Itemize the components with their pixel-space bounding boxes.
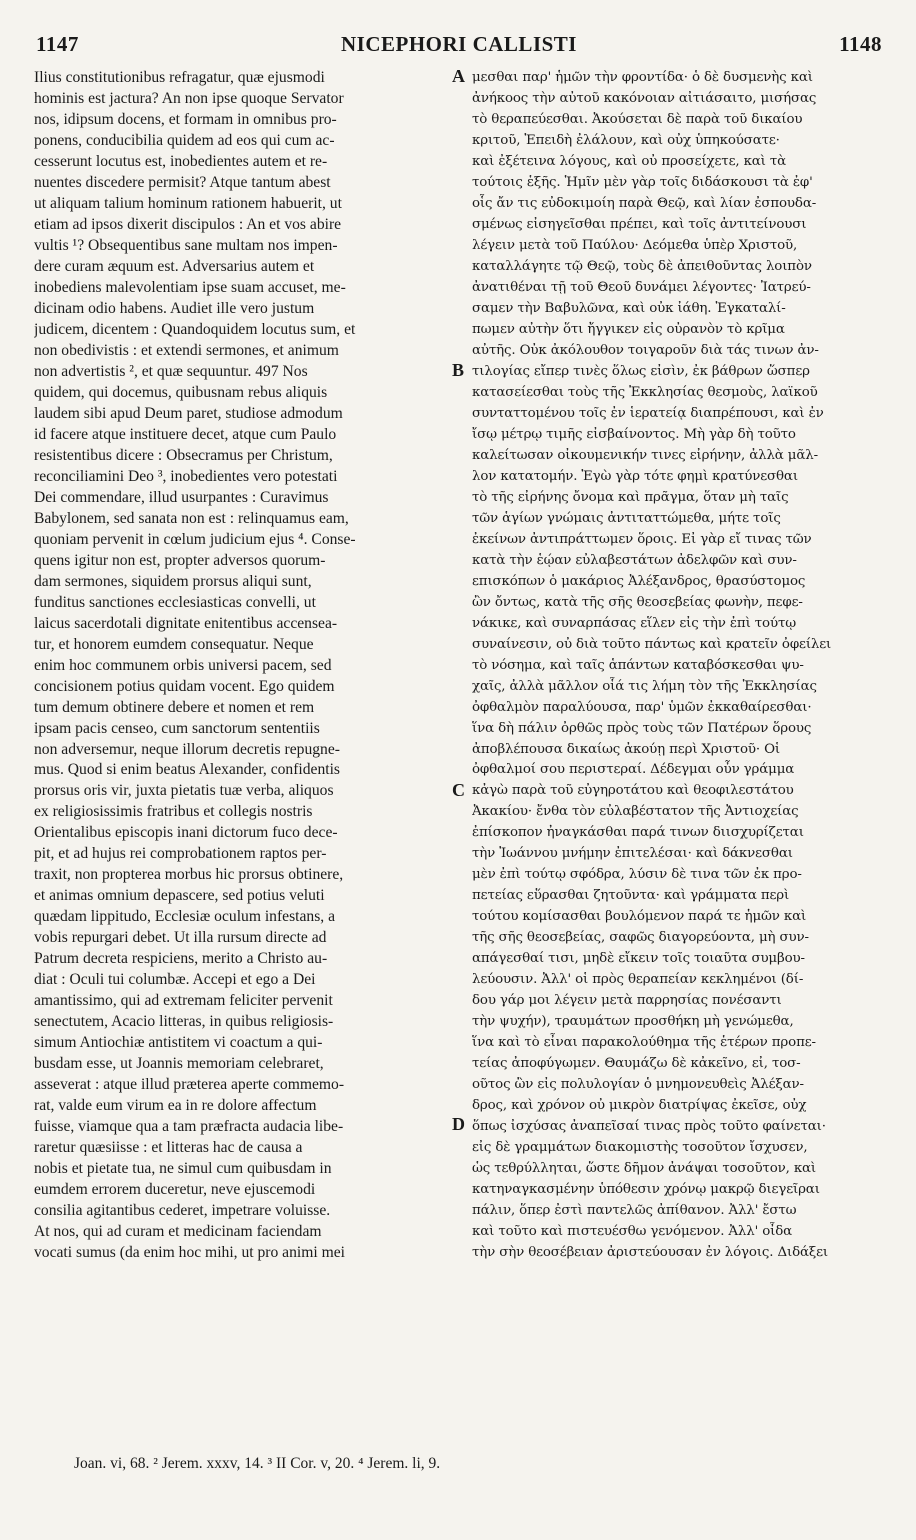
latin-text-line: concisionem potius quidam vocent. Ego quidem: [34, 677, 335, 695]
greek-text-line: πωμεν αὐτὴν ὅτι ἤγγικεν εἰς οὐρανὸν τὸ κρῖμα: [472, 321, 785, 337]
latin-text-line: asseverat : atque illud præterea aperte commemo-: [34, 1076, 345, 1094]
greek-text-line: ὅπως ἰσχύσας ἀναπεῖσαί τινας πρὸς τοῦτο φαίνεται·: [472, 1119, 826, 1135]
greek-text-line: ἵνα καὶ τὸ εἶναι παρακολούθημα τῆς ἑτέρων προπε-: [472, 1035, 816, 1051]
latin-text-line: dam sermones, siquidem prorsus aliqui sunt,: [34, 572, 312, 590]
latin-text-line: prorsus oris vir, juxta pietatis tuæ verba, aliquos: [34, 782, 334, 800]
latin-text-line: tum demum obtinere debere et nomen et rem: [34, 698, 315, 716]
latin-text-line: At nos, qui ad curam et medicinam faciendam: [34, 1223, 322, 1241]
section-marker-a: A: [452, 66, 465, 86]
greek-text-line: τῆς σῆς θεοσεβείας, σαφῶς διαγορεύοντα, μὴ συν-: [472, 930, 809, 946]
latin-text-line: ipsam pacis censeo, cum sanctorum sententiis: [34, 719, 320, 737]
greek-text-line: δου γάρ μοι λέγειν μετὰ παρρησίας πονέσαντι: [472, 993, 782, 1009]
latin-text-line: judicem, dicentem : Quandoquidem locutus sum, et: [34, 320, 356, 338]
page-number-left: 1147: [36, 32, 79, 56]
greek-text-line: Ἀκακίου· ἔνθα τὸν εὐλαβέστατον τῆς Ἀντιοχείας: [472, 804, 799, 820]
greek-text-line: συνταττομένου τοῖς ἐν ἱερατείᾳ διαπρέπουσι, καὶ ἐν: [472, 405, 824, 421]
latin-text-line: quens igitur non est, propter adversos quorum-: [34, 551, 326, 569]
greek-text-line: ἴσῳ μέτρῳ τιμῆς εἰσβαίνοντος. Μὴ γὰρ δὴ τοῦτο: [472, 426, 796, 442]
greek-text-line: αὐτῆς. Οὐκ ἀκόλουθον τοιγαροῦν διὰ τάς τινων ἀν-: [472, 342, 819, 358]
greek-text-line: πετείας εὕρασθαι ζητοῦντα· καὶ γράμματα περὶ: [472, 888, 790, 904]
greek-text-line: κἀγὼ παρὰ τοῦ εὐγηροτάτου καὶ θεοφιλεστάτου: [472, 783, 794, 799]
latin-text-line: diat : Oculi tui columbæ. Accepi et ego a Dei: [34, 971, 316, 989]
page-number-right: 1148: [839, 32, 882, 56]
latin-text-line: vocati sumus (da enim hoc mihi, ut pro animi mei: [34, 1244, 345, 1262]
latin-text-line: nos, idipsum docens, et formam in omnibus pro-: [34, 110, 337, 128]
greek-text-line: τιλογίας εἴπερ τινὲς ὅλως εἰσὶν, ἐκ βάθρων ὥσπερ: [472, 363, 810, 379]
greek-text-line: τείας ἀποφύγωμεν. Θαυμάζω δὲ κἀκεῖνο, εἰ, τοσ-: [472, 1056, 801, 1072]
section-marker-c: C: [452, 780, 465, 800]
latin-text-line: eumdem errorem duceretur, neve ejuscemodi: [34, 1181, 316, 1199]
latin-text-line: hominis est jactura? An non ipse quoque Servator: [34, 89, 344, 107]
latin-text-line: Babylonem, sed sanata non est : relinquamus eam,: [34, 509, 349, 527]
latin-column: [34, 68, 448, 1264]
latin-text-line: id facere atque instituere decet, atque cum Paulo: [34, 425, 337, 443]
greek-text-line: οἷς ἄν τις εὐδοκιμοίη παρὰ Θεῷ, καὶ λίαν ἐσπουδα-: [472, 195, 817, 211]
greek-text-line: ἐπίσκοπον ἠναγκάσθαι παρά τινων διισχυρίζεται: [472, 825, 804, 841]
latin-text-line: simum Antiochiæ antistitem vi coactum a qui-: [34, 1034, 323, 1052]
latin-text-line: tur, et honorem eumdem consequatur. Neque: [34, 635, 314, 653]
greek-text-line: καὶ ἐξέτεινα λόγους, καὶ οὐ προσείχετε, καὶ τὰ: [472, 153, 787, 169]
greek-text-line: ἀνατιθέναι τῇ τοῦ Θεοῦ δυνάμει λέγοντες· Ἰατρεύ-: [472, 279, 811, 295]
greek-text-line: δρος, καὶ χρόνον οὐ μικρὸν διατρίψας ἐκεῖσε, οὐχ: [472, 1098, 807, 1114]
greek-text-line: καὶ τοῦτο καὶ πιστευέσθω γενόμενον. Ἀλλ' οἶδα: [472, 1224, 793, 1240]
greek-text-line: πάλιν, ὅπερ ἐστὶ παντελῶς ἀπίθανον. Ἀλλ' ἔστω: [472, 1203, 797, 1219]
section-marker-d: D: [452, 1114, 465, 1134]
latin-text-line: vobis repurgari debet. Ut illa rursum directe ad: [34, 929, 327, 947]
greek-text-line: τῶν ἁγίων γνώμαις ἀντιταττώμεθα, μήτε τοῖς: [472, 510, 781, 526]
latin-text-line: quidem, qui docemus, quibusnam rebus aliquis: [34, 383, 328, 401]
greek-text-line: σμένως εἰσηγεῖσθαι πρέπει, καὶ τοῖς ἀντιτείνουσι: [472, 216, 807, 232]
latin-text-line: busdam esse, ut Joannis memoriam celebraret,: [34, 1055, 324, 1073]
latin-text-line: Patrum decreta respiciens, merito a Christo au-: [34, 950, 328, 968]
latin-text-line: ex religiosissimis fratribus et collegis nostris: [34, 803, 313, 821]
latin-text-line: vultis ¹? Obsequentibus sane multam nos impen-: [34, 236, 338, 254]
greek-text-line: κατὰ τὴν ἑῴαν εὐλαβεστάτων ἀδελφῶν καὶ συν-: [472, 552, 797, 568]
latin-text-line: nobis et pietate tua, ne simul cum quibusdam in: [34, 1160, 332, 1178]
greek-text-line: λεύουσιν. Ἀλλ' οἱ πρὸς θεραπείαν κεκλημένοι (δί-: [472, 972, 804, 988]
greek-text-line: τὴν ψυχήν), τραυμάτων προσθήκη μὴ γενώμεθα,: [472, 1014, 794, 1030]
latin-text-line: senectutem, Acacio litteras, in quibus religiosis-: [34, 1013, 334, 1031]
latin-text-line: rat, valde eum virum ea in re dolore affectum: [34, 1097, 317, 1115]
latin-text-line: ponens, conducibilia quidem ad eos qui cum ac-: [34, 131, 335, 149]
latin-text-line: Ilius constitutionibus refragatur, quæ ejusmodi: [34, 69, 325, 86]
greek-text-line: ἀνήκοος τὴν αὐτοῦ κακόνοιαν αἰτιάσαιτο, μισήσας: [472, 90, 817, 106]
greek-text-line: ἵνα δὴ πάλιν ὀρθῶς πρὸς τοὺς τῶν Πατέρων ὅρους: [472, 720, 812, 736]
greek-text-line: συναίνεσιν, οὐ διὰ τοῦτο πάντως καὶ κρατεῖν ὀφείλει: [472, 636, 832, 652]
greek-text-line: εἰς δὲ γραμμάτων διακομιστὴς τοσοῦτον ἴσχυσεν,: [472, 1140, 808, 1156]
greek-text-line: καταλλάγητε τῷ Θεῷ, τοὺς δὲ ἀπειθοῦντας λοιπὸν: [472, 258, 812, 274]
latin-text-line: laicus sacerdotali dignitate enitentibus accensea-: [34, 614, 338, 632]
greek-text-line: μεσθαι παρ' ἡμῶν τὴν φροντίδα· ὁ δὲ δυσμενὴς καὶ: [472, 70, 813, 85]
latin-text-line: funditus sanctiones ecclesiasticas convelli, ut: [34, 593, 316, 611]
latin-text-line: enim hoc communem orbis universi pacem, sed: [34, 656, 332, 674]
latin-text-line: pit, et ad hujus rei comprobationem raptos per-: [34, 845, 327, 863]
greek-text-line: τὴν Ἰωάννου μνήμην ἐπιτελέσαι· καὶ δάκνεσθαι: [472, 846, 793, 862]
greek-text-line: τὸ θεραπεύεσθαι. Ἀκούσεται δὲ παρὰ τοῦ δικαίου: [472, 111, 803, 127]
latin-text-line: quædam lippitudo, Ecclesiæ oculum infestans, a: [34, 908, 335, 926]
latin-text-line: Dei commendare, illud usurpantes : Curavimus: [34, 488, 329, 506]
greek-text-line: επισκόπων ὁ μακάριος Ἀλέξανδρος, θρασύστομος: [472, 573, 806, 589]
latin-text-line: etiam ad ipsos dixerit discipulos : An et vos abire: [34, 215, 342, 233]
latin-text-line: traxit, non propterea morbus hic prorsus obtinere,: [34, 866, 344, 884]
greek-text-line: τὴν σὴν θεοσέβειαν ἀριστεύουσαν ἐν λόγοις. Διδάξει: [472, 1245, 829, 1261]
running-title: NICEPHORI CALLISTI: [341, 32, 577, 56]
latin-text-line: non adversemur, neque illorum decretis repugne-: [34, 740, 340, 758]
greek-text-line: τούτου κομίσασθαι βουλόμενον παρά τε ἡμῶν καὶ: [472, 909, 807, 925]
latin-text-line: non obedivistis : et extendi sermones, et animum: [34, 341, 339, 359]
greek-text-line: κατασείεσθαι τοὺς τῆς Ἐκκλησίας θεσμοὺς, λαϊκοῦ: [472, 384, 818, 400]
greek-text-line: καλείτωσαν οἰκουμενικήν τινες εἰρήνην, ἀλλὰ μᾶλ-: [472, 447, 818, 463]
greek-text-line: λέγειν μετὰ τοῦ Παύλου· Δεόμεθα ὑπὲρ Χριστοῦ,: [472, 237, 798, 253]
greek-text-line: ὡς τεθρύλληται, ὥστε δῆμον ἀνάψαι τοσοῦτον, καὶ: [472, 1161, 817, 1177]
latin-text-line: inobediens malevolentiam ipse suam accuset, me-: [34, 278, 346, 296]
latin-text-line: quoniam pervenit in cœlum judicium ejus ⁴. Conse-: [34, 530, 356, 548]
greek-text-line: τὸ τῆς εἰρήνης ὄνομα καὶ πρᾶγμα, ὅταν μὴ ταῖς: [472, 489, 789, 505]
greek-text-line: νάκικε, καὶ συναρπάσας εἵλεν εἰς τὴν ἐπὶ τούτῳ: [472, 615, 796, 631]
greek-text-line: ὀφθαλμοί σου περιστεραί. Δέδεγμαι οὖν γράμμα: [472, 762, 795, 778]
latin-text-line: consilia agitantibus cederet, impetrare voluisse.: [34, 1202, 331, 1220]
latin-text-line: raretur quæsiisse : et litteras hac de causa a: [34, 1139, 303, 1157]
page-header: [36, 32, 882, 62]
greek-text-line: τούτοις ἑξῆς. Ἡμῖν μὲν γὰρ τοῖς διδάσκουσι τὰ ἐφ': [472, 174, 813, 190]
greek-text-line: τὸ νόσημα, καὶ ταῖς ἁπάντων καταβόσκεσθαι ψυ-: [472, 657, 804, 673]
greek-text-line: ἐκείνων ἀντιπράττωμεν ὅροις. Εἰ γὰρ εἴ τινας τῶν: [472, 531, 812, 547]
latin-text-line: et animas omnium depascere, sed potius veluti: [34, 887, 325, 905]
section-marker-b: B: [452, 360, 465, 380]
latin-text-line: dicinam odio habens. Audiet ille vero justum: [34, 299, 315, 317]
footnotes: Joan. vi, 68. ² Jerem. xxxv, 14. ³ II Cor. v, 20. ⁴ Jerem. li, 9.: [74, 1455, 441, 1472]
greek-text-line: ὀφθαλμὸν παραλύουσα, παρ' ὑμῶν ἐκκαθαίρεσθαι·: [472, 699, 812, 715]
greek-text-line: ἀποβλέπουσα δικαίως ἀκούῃ περὶ Χριστοῦ· Οἱ: [472, 741, 781, 757]
greek-text-line: χαῖς, ἀλλὰ μᾶλλον οἷά τις λήμη τὸν τῆς Ἐκκλησίας: [472, 678, 817, 694]
latin-text-line: amantissimo, qui ad extremam feliciter pervenit: [34, 992, 333, 1010]
greek-text-line: οῦτος ὢν εἰς πολυλογίαν ὁ μνημονευθεὶς Ἀλέξαν-: [472, 1077, 804, 1093]
latin-text-line: dere curam æquum est. Adversarius autem et: [34, 257, 315, 275]
latin-text-line: non advertistis ², et quæ sequuntur. 497 Nos: [34, 362, 308, 380]
latin-text-line: nuentes discedere permisit? Atque tantum abest: [34, 173, 331, 191]
greek-column: [472, 68, 882, 1264]
latin-text-line: cesserunt locutus est, inobedientes autem et re-: [34, 152, 328, 170]
latin-text-line: fuisse, viamque qua a tam præfracta audacia libe-: [34, 1118, 344, 1136]
latin-text-line: resistentibus dicere : Obsecramus per Christum,: [34, 446, 333, 464]
greek-text-line: απάγεσθαί τισι, μηδὲ εἴκειν τοῖς τοιαῦτα συμβου-: [472, 951, 805, 967]
greek-text-line: κατηναγκασμένην ὑπόθεσιν χρόνῳ μακρῷ διεγεῖραι: [472, 1182, 820, 1198]
greek-text-line: λον κατατομήν. Ἐγὼ γὰρ τότε φημὶ κρατύνεσθαι: [472, 468, 798, 484]
latin-text-line: reconciliamini Deo ³, inobedientes vero potestati: [34, 467, 338, 485]
greek-text-line: κριτοῦ, Ἐπειδὴ ἐλάλουν, καὶ οὐχ ὑπηκούσατε·: [472, 132, 780, 148]
latin-text-line: Orientalibus episcopis inani dictorum fuco decе-: [34, 824, 338, 842]
latin-text-line: laudem sibi apud Deum paret, studiose admodum: [34, 404, 343, 422]
greek-text-line: σαμεν τὴν Βαβυλῶνα, καὶ οὐκ ἰάθη. Ἐγκαταλί-: [472, 300, 786, 316]
latin-text-line: mus. Quod si enim beatus Alexander, confidentis: [34, 761, 340, 779]
latin-text-line: ut aliquam talium hominum rationem habuerit, ut: [34, 194, 342, 212]
greek-text-line: ὢν ὄντως, κατὰ τῆς σῆς θεοσεβείας φωνὴν, πεφε-: [472, 594, 803, 610]
greek-text-line: μὲν ἐπὶ τούτῳ σφόδρα, λύσιν δὲ τινα τῶν ἐκ προ-: [472, 867, 802, 883]
